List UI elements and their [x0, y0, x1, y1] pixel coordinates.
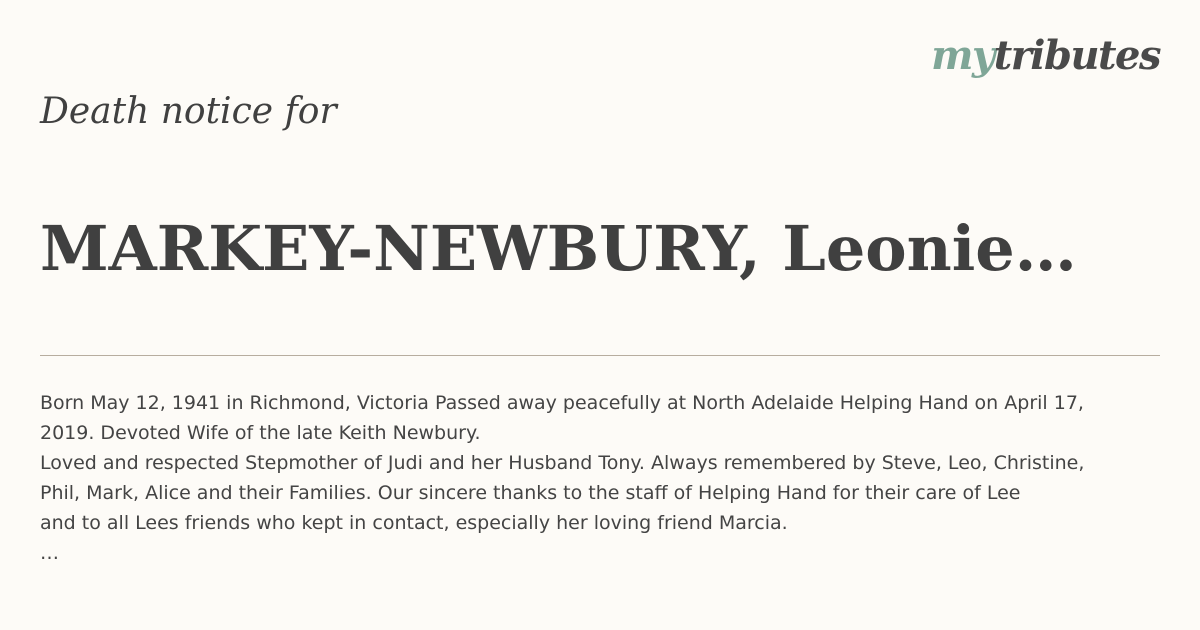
- notice-body: [40, 388, 1160, 568]
- divider: [40, 355, 1160, 356]
- notice-line: Phil, Mark, Alice and their Families. Our sincere thanks to the staff of Helping Hand for their care of Lee: [40, 482, 1021, 504]
- mytributes-logo[interactable]: [931, 32, 1160, 79]
- logo-my-text: my: [931, 32, 994, 79]
- notice-ellipsis: …: [40, 542, 59, 564]
- deceased-name: MARKEY-NEWBURY, Leonie…: [40, 212, 1077, 285]
- notice-subtitle: Death notice for: [40, 91, 337, 132]
- logo-tributes-text: tributes: [993, 32, 1160, 79]
- notice-line: Born May 12, 1941 in Richmond, Victoria Passed away peacefully at North Adelaide Helping Hand on April 17,: [40, 392, 1084, 414]
- notice-line: and to all Lees friends who kept in contact, especially her loving friend Marcia.: [40, 512, 788, 534]
- notice-line: Loved and respected Stepmother of Judi and her Husband Tony. Always remembered by Steve, Leo, Christine,: [40, 452, 1085, 474]
- notice-line: 2019. Devoted Wife of the late Keith Newbury.: [40, 422, 481, 444]
